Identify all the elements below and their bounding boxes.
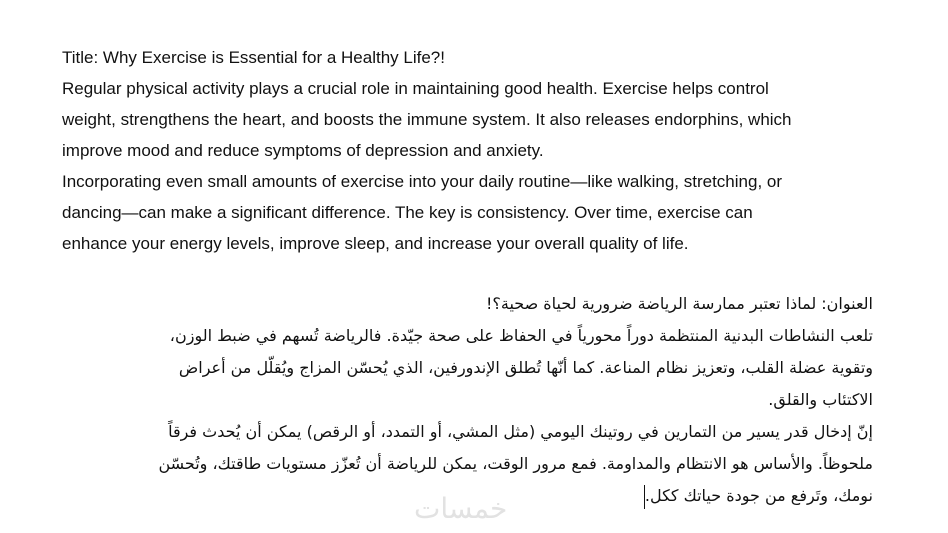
arabic-text-line: ملحوظاً. والأساس هو الانتظام والمداومة. فمع مرور الوقت، يمكن للرياضة أن تُعزّز مستويات طاقتك، وتُحسّن xyxy=(158,454,873,473)
english-text-line: Regular physical activity plays a crucial role in maintaining good health. Exercise helps control xyxy=(62,79,769,98)
arabic-text-line: وتقوية عضلة القلب، وتعزيز نظام المناعة. كما أنّها تُطلق الإندورفين، الذي يُحسّن المزاج ويُقلّل من أعراض xyxy=(178,358,873,377)
arabic-text-line: الاكتئاب والقلق. xyxy=(768,390,873,409)
arabic-title-line: العنوان: لماذا تعتبر ممارسة الرياضة ضرورية لحياة صحية؟! xyxy=(485,294,873,313)
english-text-line: Incorporating even small amounts of exercise into your daily routine—like walking, stretching, or xyxy=(62,172,783,191)
arabic-text-line: تلعب النشاطات البدنية المنتظمة دوراً محورياً في الحفاظ على صحة جيّدة. فالرياضة تُسهم في ضبط الوزن، xyxy=(169,326,873,345)
arabic-text-line: نومك، وتَرفع من جودة حياتك ككل. xyxy=(644,486,873,505)
english-text-line: improve mood and reduce symptoms of depression and anxiety. xyxy=(62,141,544,160)
watermark-logo: خمسات xyxy=(414,492,508,525)
english-text-block xyxy=(62,42,922,259)
english-title-line: Title: Why Exercise is Essential for a Healthy Life?! xyxy=(62,48,445,67)
arabic-text-line: إنّ إدخال قدر يسير من التمارين في روتينك اليومي (مثل المشي، أو التمدد، أو الرقص) يمكن أن يُحدث فرقاً xyxy=(168,422,873,441)
english-text-line: weight, strengthens the heart, and boosts the immune system. It also releases endorphins, which xyxy=(62,110,792,129)
english-text-line: dancing—can make a significant difference. The key is consistency. Over time, exercise can xyxy=(62,203,753,222)
arabic-text-block xyxy=(53,288,873,512)
english-text-line: enhance your energy levels, improve sleep, and increase your overall quality of life. xyxy=(62,234,689,253)
